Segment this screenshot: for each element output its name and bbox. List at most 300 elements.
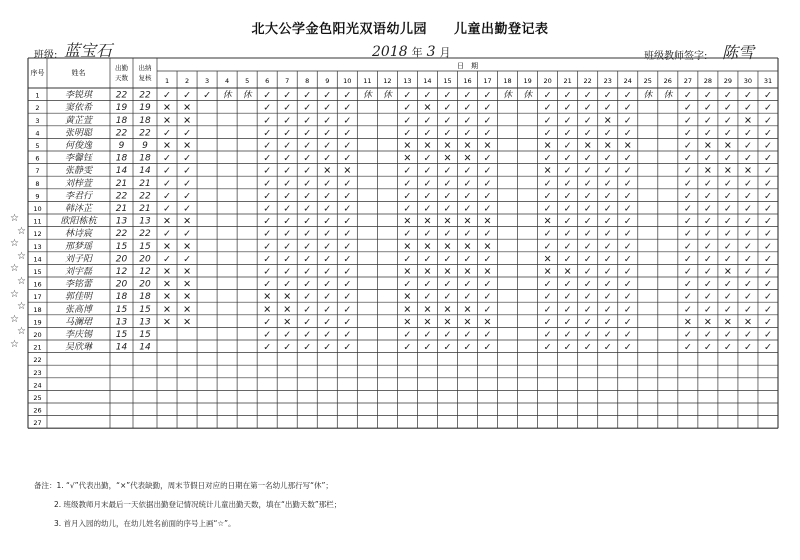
mark-absent: ✕: [703, 316, 712, 328]
mark-present: ✓: [623, 153, 632, 165]
mark-present: ✓: [183, 165, 192, 177]
row-attend-days: 19: [115, 103, 128, 114]
mark-absent: ✕: [423, 266, 432, 278]
row-check-days: 21: [139, 178, 151, 189]
mark-present: ✓: [343, 329, 352, 341]
mark-present: ✓: [583, 153, 592, 165]
mark-present: ✓: [303, 291, 312, 303]
new-student-star: ☆: [17, 250, 26, 262]
mark-absent: ✕: [163, 102, 172, 114]
mark-present: ✓: [323, 329, 332, 341]
mark-present: ✓: [623, 178, 632, 190]
mark-present: ✓: [583, 115, 592, 127]
mark-present: ✓: [303, 203, 312, 215]
mark-present: ✓: [603, 165, 612, 177]
mark-present: ✓: [623, 115, 632, 127]
mark-present: ✓: [543, 127, 552, 139]
mark-present: ✓: [323, 127, 332, 139]
mark-present: ✓: [403, 178, 412, 190]
mark-present: ✓: [543, 342, 552, 354]
row-seq: 22: [33, 356, 42, 365]
mark-present: ✓: [303, 190, 312, 202]
mark-present: ✓: [463, 342, 472, 354]
mark-present: ✓: [543, 190, 552, 202]
mark-present: ✓: [623, 102, 632, 114]
mark-present: ✓: [723, 178, 732, 190]
mark-present: ✓: [463, 165, 472, 177]
mark-present: ✓: [183, 127, 192, 139]
mark-absent: ✕: [463, 316, 472, 328]
mark-absent: ✕: [483, 140, 492, 152]
mark-present: ✓: [263, 216, 272, 228]
mark-present: ✓: [283, 203, 292, 215]
mark-present: ✓: [323, 178, 332, 190]
mark-present: ✓: [763, 165, 772, 177]
mark-present: ✓: [623, 342, 632, 354]
row-name: 韩沐芷: [64, 204, 93, 214]
mark-present: ✓: [683, 102, 692, 114]
year-value: 2018: [372, 44, 408, 60]
mark-present: ✓: [623, 90, 632, 102]
mark-present: ✓: [683, 266, 692, 278]
row-seq: 6: [35, 154, 40, 163]
mark-absent: ✕: [163, 140, 172, 152]
mark-present: ✓: [683, 342, 692, 354]
mark-present: ✓: [583, 102, 592, 114]
mark-present: ✓: [723, 203, 732, 215]
row-attend-days: 15: [115, 304, 128, 315]
mark-absent: ✕: [423, 316, 432, 328]
mark-present: ✓: [683, 90, 692, 102]
mark-present: ✓: [683, 165, 692, 177]
mark-present: ✓: [323, 266, 332, 278]
row-check-days: 22: [139, 229, 151, 240]
mark-present: ✓: [263, 115, 272, 127]
mark-present: ✓: [463, 102, 472, 114]
row-name: 欧阳栋杭: [60, 216, 97, 227]
mark-present: ✓: [583, 253, 592, 265]
mark-present: ✓: [263, 279, 272, 291]
header-check-days: 复核: [138, 74, 152, 82]
mark-present: ✓: [683, 279, 692, 291]
mark-absent: ✕: [703, 140, 712, 152]
new-student-star: ☆: [10, 313, 19, 325]
mark-present: ✓: [623, 316, 632, 328]
mark-absent: ✕: [183, 216, 192, 228]
mark-present: ✓: [283, 266, 292, 278]
mark-present: ✓: [263, 140, 272, 152]
mark-absent: ✕: [543, 216, 552, 228]
mark-absent: ✕: [183, 304, 192, 316]
mark-absent: ✕: [403, 241, 412, 253]
mark-present: ✓: [623, 203, 632, 215]
mark-present: ✓: [623, 190, 632, 202]
row-check-days: 9: [142, 141, 148, 151]
mark-present: ✓: [183, 153, 192, 165]
header-day: 10: [343, 77, 352, 85]
row-seq: 19: [33, 318, 42, 327]
header-name: 姓名: [71, 69, 86, 77]
mark-absent: ✕: [403, 266, 412, 278]
mark-present: ✓: [683, 178, 692, 190]
header-day: 8: [305, 77, 310, 85]
mark-present: ✓: [583, 178, 592, 190]
mark-present: ✓: [343, 241, 352, 253]
mark-present: ✓: [743, 266, 752, 278]
mark-present: ✓: [563, 342, 572, 354]
mark-absent: ✕: [183, 279, 192, 291]
row-check-days: 12: [139, 267, 151, 277]
mark-present: ✓: [423, 253, 432, 265]
mark-absent: ✕: [283, 291, 292, 303]
row-attend-days: 22: [115, 191, 128, 202]
mark-present: ✓: [323, 90, 332, 102]
mark-present: ✓: [563, 90, 572, 102]
mark-present: ✓: [683, 253, 692, 265]
mark-absent: ✕: [743, 316, 752, 328]
mark-present: ✓: [623, 329, 632, 341]
mark-present: ✓: [283, 216, 292, 228]
mark-present: ✓: [563, 279, 572, 291]
mark-absent: ✕: [403, 216, 412, 228]
mark-present: ✓: [743, 153, 752, 165]
mark-present: ✓: [283, 279, 292, 291]
mark-absent: ✕: [723, 165, 732, 177]
mark-present: ✓: [423, 90, 432, 102]
mark-absent: ✕: [543, 140, 552, 152]
mark-present: ✓: [563, 216, 572, 228]
mark-present: ✓: [403, 279, 412, 291]
row-seq: 16: [33, 280, 42, 289]
mark-present: ✓: [343, 304, 352, 316]
mark-present: ✓: [623, 253, 632, 265]
new-student-star: ☆: [17, 276, 26, 287]
mark-present: ✓: [703, 190, 712, 202]
mark-present: ✓: [263, 90, 272, 102]
mark-present: ✓: [343, 216, 352, 228]
mark-absent: ✕: [183, 316, 192, 328]
mark-present: ✓: [263, 203, 272, 215]
mark-present: ✓: [163, 228, 172, 240]
mark-present: ✓: [403, 253, 412, 265]
mark-absent: ✕: [163, 291, 172, 303]
mark-present: ✓: [283, 90, 292, 102]
row-check-days: 15: [139, 304, 151, 315]
mark-present: ✓: [463, 253, 472, 265]
header-day: 18: [503, 77, 512, 85]
mark-present: ✓: [723, 291, 732, 303]
row-seq: 8: [35, 179, 40, 188]
mark-present: ✓: [323, 153, 332, 165]
mark-present: ✓: [723, 190, 732, 202]
mark-present: ✓: [343, 203, 352, 215]
mark-present: ✓: [603, 203, 612, 215]
mark-present: ✓: [603, 153, 612, 165]
mark-present: ✓: [443, 228, 452, 240]
mark-absent: ✕: [443, 304, 452, 316]
mark-present: ✓: [583, 165, 592, 177]
mark-present: ✓: [563, 291, 572, 303]
mark-present: ✓: [623, 228, 632, 240]
row-check-days: 13: [139, 216, 151, 227]
new-student-star: ☆: [10, 339, 19, 350]
row-name: 刘宇磊: [64, 267, 93, 277]
mark-absent: ✕: [423, 304, 432, 316]
mark-absent: ✕: [263, 304, 272, 316]
mark-present: ✓: [323, 203, 332, 215]
row-seq: 21: [33, 343, 42, 352]
row-attend-days: 15: [115, 241, 128, 252]
mark-present: ✓: [563, 153, 572, 165]
mark-present: ✓: [283, 140, 292, 152]
row-check-days: 19: [139, 103, 151, 114]
mark-present: ✓: [763, 203, 772, 215]
mark-absent: ✕: [463, 241, 472, 253]
mark-present: ✓: [703, 178, 712, 190]
mark-present: ✓: [463, 291, 472, 303]
mark-present: ✓: [343, 291, 352, 303]
mark-present: ✓: [683, 291, 692, 303]
row-seq: 4: [35, 129, 40, 138]
row-attend-days: 14: [115, 166, 128, 177]
teacher-signature: 陈雪: [722, 43, 755, 62]
mark-present: ✓: [583, 316, 592, 328]
mark-absent: ✕: [443, 316, 452, 328]
row-name: 李锐琪: [64, 90, 93, 101]
mark-present: ✓: [603, 90, 612, 102]
mark-present: ✓: [483, 291, 492, 303]
mark-present: ✓: [443, 165, 452, 177]
mark-present: ✓: [263, 266, 272, 278]
mark-present: ✓: [423, 228, 432, 240]
mark-absent: ✕: [163, 266, 172, 278]
mark-present: ✓: [603, 178, 612, 190]
mark-present: ✓: [603, 266, 612, 278]
mark-present: ✓: [583, 228, 592, 240]
new-student-star: ☆: [17, 301, 26, 313]
mark-present: ✓: [183, 190, 192, 202]
row-seq: 26: [33, 406, 42, 415]
mark-present: ✓: [563, 203, 572, 215]
mark-present: ✓: [323, 316, 332, 328]
header-day: 25: [643, 77, 652, 85]
mark-present: ✓: [763, 228, 772, 240]
mark-present: ✓: [303, 279, 312, 291]
class-label: 班级:: [34, 50, 58, 61]
mark-present: ✓: [723, 115, 732, 127]
mark-present: ✓: [583, 241, 592, 253]
row-check-days: 21: [139, 204, 151, 214]
mark-present: ✓: [623, 304, 632, 316]
mark-present: ✓: [723, 304, 732, 316]
mark-present: ✓: [723, 102, 732, 114]
header-day: 4: [225, 77, 230, 85]
mark-present: ✓: [763, 190, 772, 202]
mark-present: ✓: [283, 127, 292, 139]
row-name: 李馨钰: [64, 153, 93, 164]
mark-present: ✓: [343, 127, 352, 139]
mark-present: ✓: [443, 203, 452, 215]
mark-present: ✓: [583, 342, 592, 354]
mark-present: ✓: [403, 203, 412, 215]
mark-present: ✓: [583, 216, 592, 228]
mark-present: ✓: [443, 190, 452, 202]
mark-present: ✓: [483, 127, 492, 139]
mark-present: ✓: [623, 216, 632, 228]
mark-present: ✓: [763, 342, 772, 354]
mark-present: ✓: [323, 291, 332, 303]
mark-holiday: 休: [643, 90, 653, 101]
mark-absent: ✕: [423, 140, 432, 152]
header-day: 24: [623, 77, 632, 85]
mark-present: ✓: [603, 228, 612, 240]
row-seq: 12: [33, 230, 42, 239]
mark-present: ✓: [603, 329, 612, 341]
mark-absent: ✕: [403, 304, 412, 316]
mark-present: ✓: [283, 329, 292, 341]
mark-present: ✓: [323, 253, 332, 265]
row-name: 林诗宸: [64, 229, 93, 240]
mark-present: ✓: [343, 228, 352, 240]
mark-absent: ✕: [323, 165, 332, 177]
row-name: 马澜珺: [64, 317, 93, 328]
mark-present: ✓: [583, 266, 592, 278]
mark-absent: ✕: [163, 316, 172, 328]
mark-present: ✓: [723, 90, 732, 102]
mark-present: ✓: [563, 253, 572, 265]
mark-present: ✓: [263, 342, 272, 354]
class-name-handwritten: 蓝宝石: [64, 41, 113, 60]
row-attend-days: 21: [115, 178, 128, 189]
header-day: 22: [583, 77, 592, 85]
mark-present: ✓: [403, 228, 412, 240]
row-seq: 27: [33, 419, 42, 428]
mark-absent: ✕: [163, 241, 172, 253]
mark-absent: ✕: [443, 216, 452, 228]
mark-present: ✓: [283, 153, 292, 165]
mark-absent: ✕: [163, 279, 172, 291]
mark-present: ✓: [403, 127, 412, 139]
mark-present: ✓: [703, 253, 712, 265]
mark-present: ✓: [763, 153, 772, 165]
mark-present: ✓: [583, 329, 592, 341]
mark-present: ✓: [303, 216, 312, 228]
mark-present: ✓: [443, 291, 452, 303]
row-attend-days: 21: [115, 204, 128, 214]
row-attend-days: 20: [115, 279, 128, 290]
mark-present: ✓: [583, 291, 592, 303]
mark-absent: ✕: [263, 291, 272, 303]
mark-present: ✓: [723, 216, 732, 228]
mark-present: ✓: [183, 253, 192, 265]
note-1: 备注：1. “√”代表出勤，“×”代表缺勤，周末节假日对应的日期在第一名幼儿那行写“休”；: [34, 481, 333, 490]
row-seq: 11: [33, 217, 42, 226]
header-day: 14: [423, 77, 432, 85]
mark-present: ✓: [283, 102, 292, 114]
header-seq: 序号: [30, 69, 45, 77]
mark-present: ✓: [543, 291, 552, 303]
mark-present: ✓: [403, 190, 412, 202]
row-seq: 5: [35, 142, 40, 150]
row-name: 李君行: [64, 191, 93, 202]
header-day: 23: [603, 77, 612, 85]
mark-present: ✓: [543, 178, 552, 190]
mark-holiday: 休: [663, 90, 673, 101]
mark-present: ✓: [763, 253, 772, 265]
notes-section: [34, 476, 341, 533]
row-check-days: 13: [139, 317, 151, 328]
mark-present: ✓: [543, 304, 552, 316]
mark-present: ✓: [743, 291, 752, 303]
mark-present: ✓: [703, 241, 712, 253]
header-day: 9: [325, 77, 330, 85]
row-attend-days: 22: [115, 128, 128, 139]
mark-present: ✓: [703, 329, 712, 341]
mark-absent: ✕: [463, 266, 472, 278]
mark-present: ✓: [323, 216, 332, 228]
row-seq: 23: [33, 368, 42, 377]
year-unit: 年: [411, 46, 423, 59]
mark-present: ✓: [203, 90, 212, 102]
mark-absent: ✕: [423, 241, 432, 253]
mark-present: ✓: [543, 153, 552, 165]
mark-present: ✓: [443, 342, 452, 354]
mark-present: ✓: [603, 304, 612, 316]
row-name: 窦依希: [64, 103, 93, 114]
mark-absent: ✕: [403, 140, 412, 152]
mark-present: ✓: [743, 190, 752, 202]
mark-present: ✓: [303, 115, 312, 127]
row-name: 刘梓萱: [64, 178, 93, 189]
mark-present: ✓: [263, 253, 272, 265]
mark-present: ✓: [323, 279, 332, 291]
mark-present: ✓: [423, 329, 432, 341]
mark-present: ✓: [463, 279, 472, 291]
mark-present: ✓: [343, 140, 352, 152]
mark-present: ✓: [303, 241, 312, 253]
new-student-star: ☆: [10, 238, 19, 250]
month-unit: 月: [439, 46, 451, 59]
mark-present: ✓: [443, 127, 452, 139]
mark-present: ✓: [303, 342, 312, 354]
mark-absent: ✕: [723, 140, 732, 152]
header-date-group: 日 期: [457, 62, 478, 70]
mark-present: ✓: [443, 329, 452, 341]
mark-present: ✓: [763, 304, 772, 316]
header-attend-days: 天数: [115, 74, 128, 82]
mark-present: ✓: [623, 127, 632, 139]
mark-present: ✓: [463, 190, 472, 202]
header-day: 6: [265, 77, 270, 85]
row-check-days: 22: [139, 128, 151, 139]
mark-present: ✓: [603, 241, 612, 253]
mark-absent: ✕: [483, 241, 492, 253]
header-day: 15: [443, 77, 452, 85]
mark-present: ✓: [343, 190, 352, 202]
mark-present: ✓: [583, 279, 592, 291]
row-seq: 3: [35, 116, 40, 125]
mark-absent: ✕: [743, 165, 752, 177]
row-name: 张高博: [64, 304, 93, 315]
mark-present: ✓: [543, 115, 552, 127]
mark-present: ✓: [283, 115, 292, 127]
mark-present: ✓: [163, 178, 172, 190]
mark-present: ✓: [563, 329, 572, 341]
mark-absent: ✕: [183, 115, 192, 127]
mark-present: ✓: [743, 140, 752, 152]
mark-present: ✓: [423, 127, 432, 139]
row-check-days: 18: [139, 115, 151, 126]
